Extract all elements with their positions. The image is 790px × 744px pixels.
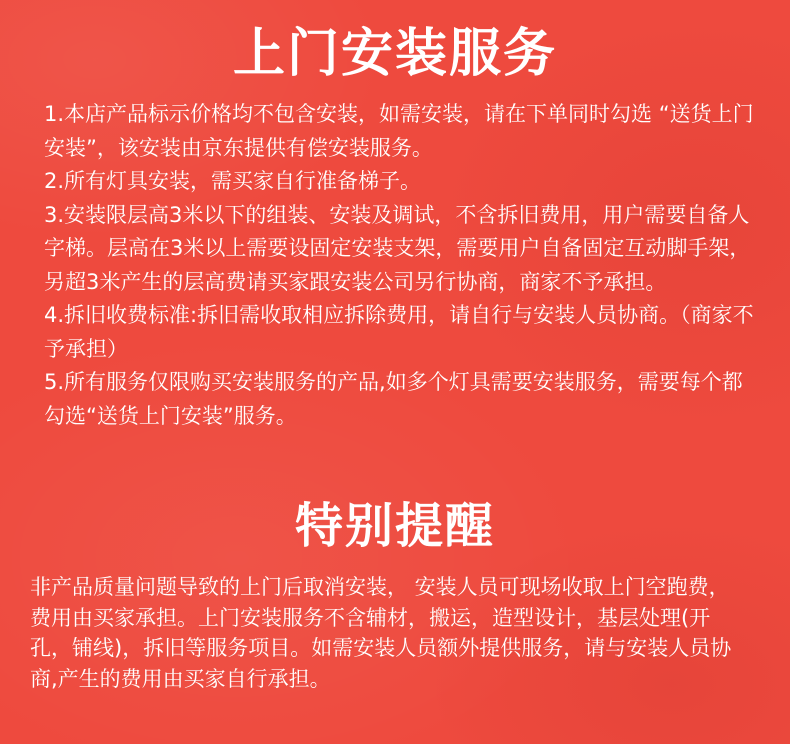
notice-title: 特别提醒 bbox=[294, 498, 495, 554]
service-term-5: 5.所有服务仅限购买安装服务的产品,如多个灯具需要安装服务，需要每个都勾选“送货上门安装”服务。 bbox=[44, 370, 743, 428]
service-term-4: 4.拆旧收费标准:拆旧需收取相应拆除费用，请自行与安装人员协商。（商家不予承担） bbox=[44, 303, 754, 361]
service-term-3: 3.安装限层高3米以下的组装、安装及调试，不含拆旧费用，用户需要自备人字梯。层高在3米以上需要设固定安装支架，需要用户自备固定互动脚手架，另超3米产生的层高费请买家跟安装公司另行协商，商家不予承担。 bbox=[44, 202, 751, 294]
service-term-1: 1.本店产品标示价格均不包含安装，如需安装，请在下单同时勾选 “送货上门安装”，该安装由京东提供有偿安装服务。 bbox=[44, 102, 754, 160]
service-terms-list bbox=[44, 98, 760, 433]
notice-text: 非产品质量问题导致的上门后取消安装， 安装人员可现场收取上门空跑费，费用由买家承担。上门安装服务不含辅材，搬运，造型设计，基层处理(开孔，铺线)，拆旧等服务项目。如需安装人员额外提供服务，请与安装人员协商,产生的费用由买家自行承担。 bbox=[30, 575, 732, 691]
page-title: 上门安装服务 bbox=[232, 24, 557, 84]
service-term-2: 2.所有灯具安装，需买家自行准备梯子。 bbox=[44, 169, 422, 193]
